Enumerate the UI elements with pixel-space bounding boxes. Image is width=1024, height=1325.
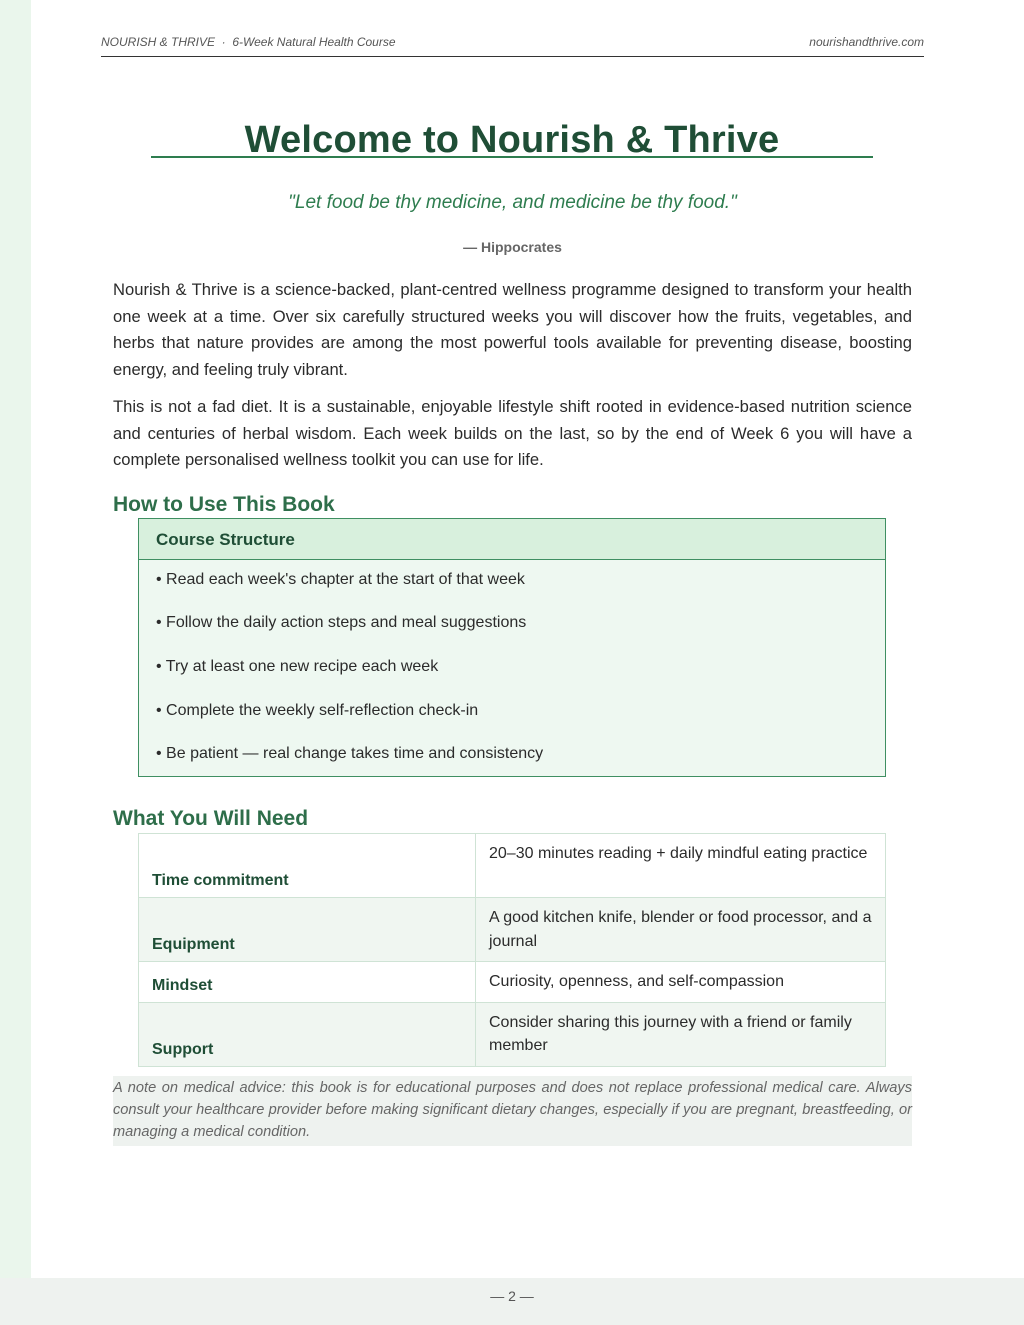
course-structure-title: Course Structure bbox=[139, 519, 885, 560]
requirement-label: Mindset bbox=[139, 962, 476, 1003]
course-structure-box bbox=[138, 518, 886, 777]
page-number: — 2 — bbox=[490, 1288, 534, 1304]
list-item: • Complete the weekly self-reflection check-in bbox=[156, 702, 479, 719]
medical-disclaimer: A note on medical advice: this book is for educational purposes and does not replace professional medical care. Always consult your healthcare provider before making significant dietary changes, especially if you are pregnant, breastfeeding, or managing a medical condition. bbox=[113, 1076, 912, 1146]
requirement-label: Support bbox=[139, 1002, 476, 1066]
requirement-value: A good kitchen knife, blender or food processor, and a journal bbox=[476, 898, 886, 962]
what-you-need-heading: What You Will Need bbox=[113, 807, 309, 830]
requirement-value: Consider sharing this journey with a friend or family member bbox=[476, 1002, 886, 1066]
requirements-table bbox=[138, 833, 886, 1067]
intro-paragraph-1: Nourish & Thrive is a science-backed, plant-centred wellness programme designed to transform your health one week at a time. Over six carefully structured weeks you will discover how the fruits, vegetables, and herbs that nature provides are among the most powerful tools available for preventing disease, boosting energy, and feeling truly vibrant. bbox=[113, 280, 912, 379]
epigraph-quote: "Let food be thy medicine, and medicine be thy food." bbox=[288, 192, 737, 213]
requirement-value: 20–30 minutes reading + daily mindful eating practice bbox=[476, 834, 886, 898]
title-block bbox=[151, 118, 873, 161]
table-row bbox=[139, 1002, 886, 1066]
list-item: • Follow the daily action steps and meal suggestions bbox=[156, 614, 527, 631]
header-website: nourishandthrive.com bbox=[809, 35, 924, 49]
list-item: • Be patient — real change takes time and consistency bbox=[156, 745, 544, 762]
quote-attribution: — Hippocrates bbox=[463, 239, 562, 255]
requirement-value: Curiosity, openness, and self-compassion bbox=[476, 962, 886, 1003]
how-to-use-heading: How to Use This Book bbox=[113, 493, 335, 516]
list-item: • Read each week's chapter at the start of that week bbox=[156, 571, 525, 588]
running-header bbox=[101, 34, 924, 57]
header-course-name: NOURISH & THRIVE · 6-Week Natural Health Course bbox=[101, 35, 396, 49]
table-row bbox=[139, 962, 886, 1003]
table-row bbox=[139, 834, 886, 898]
intro-paragraph-2: This is not a fad diet. It is a sustainable, enjoyable lifestyle shift rooted in evidence-based nutrition science and centuries of herbal wisdom. Each week builds on the last, so by the end of Week 6 you will have a complete personalised wellness toolkit you can use for life. bbox=[113, 397, 912, 470]
table-row bbox=[139, 898, 886, 962]
requirement-label: Time commitment bbox=[139, 834, 476, 898]
side-strip bbox=[0, 0, 31, 1325]
list-item: • Try at least one new recipe each week bbox=[156, 658, 439, 675]
requirement-label: Equipment bbox=[139, 898, 476, 962]
page-title: Welcome to Nourish & Thrive bbox=[244, 119, 780, 161]
